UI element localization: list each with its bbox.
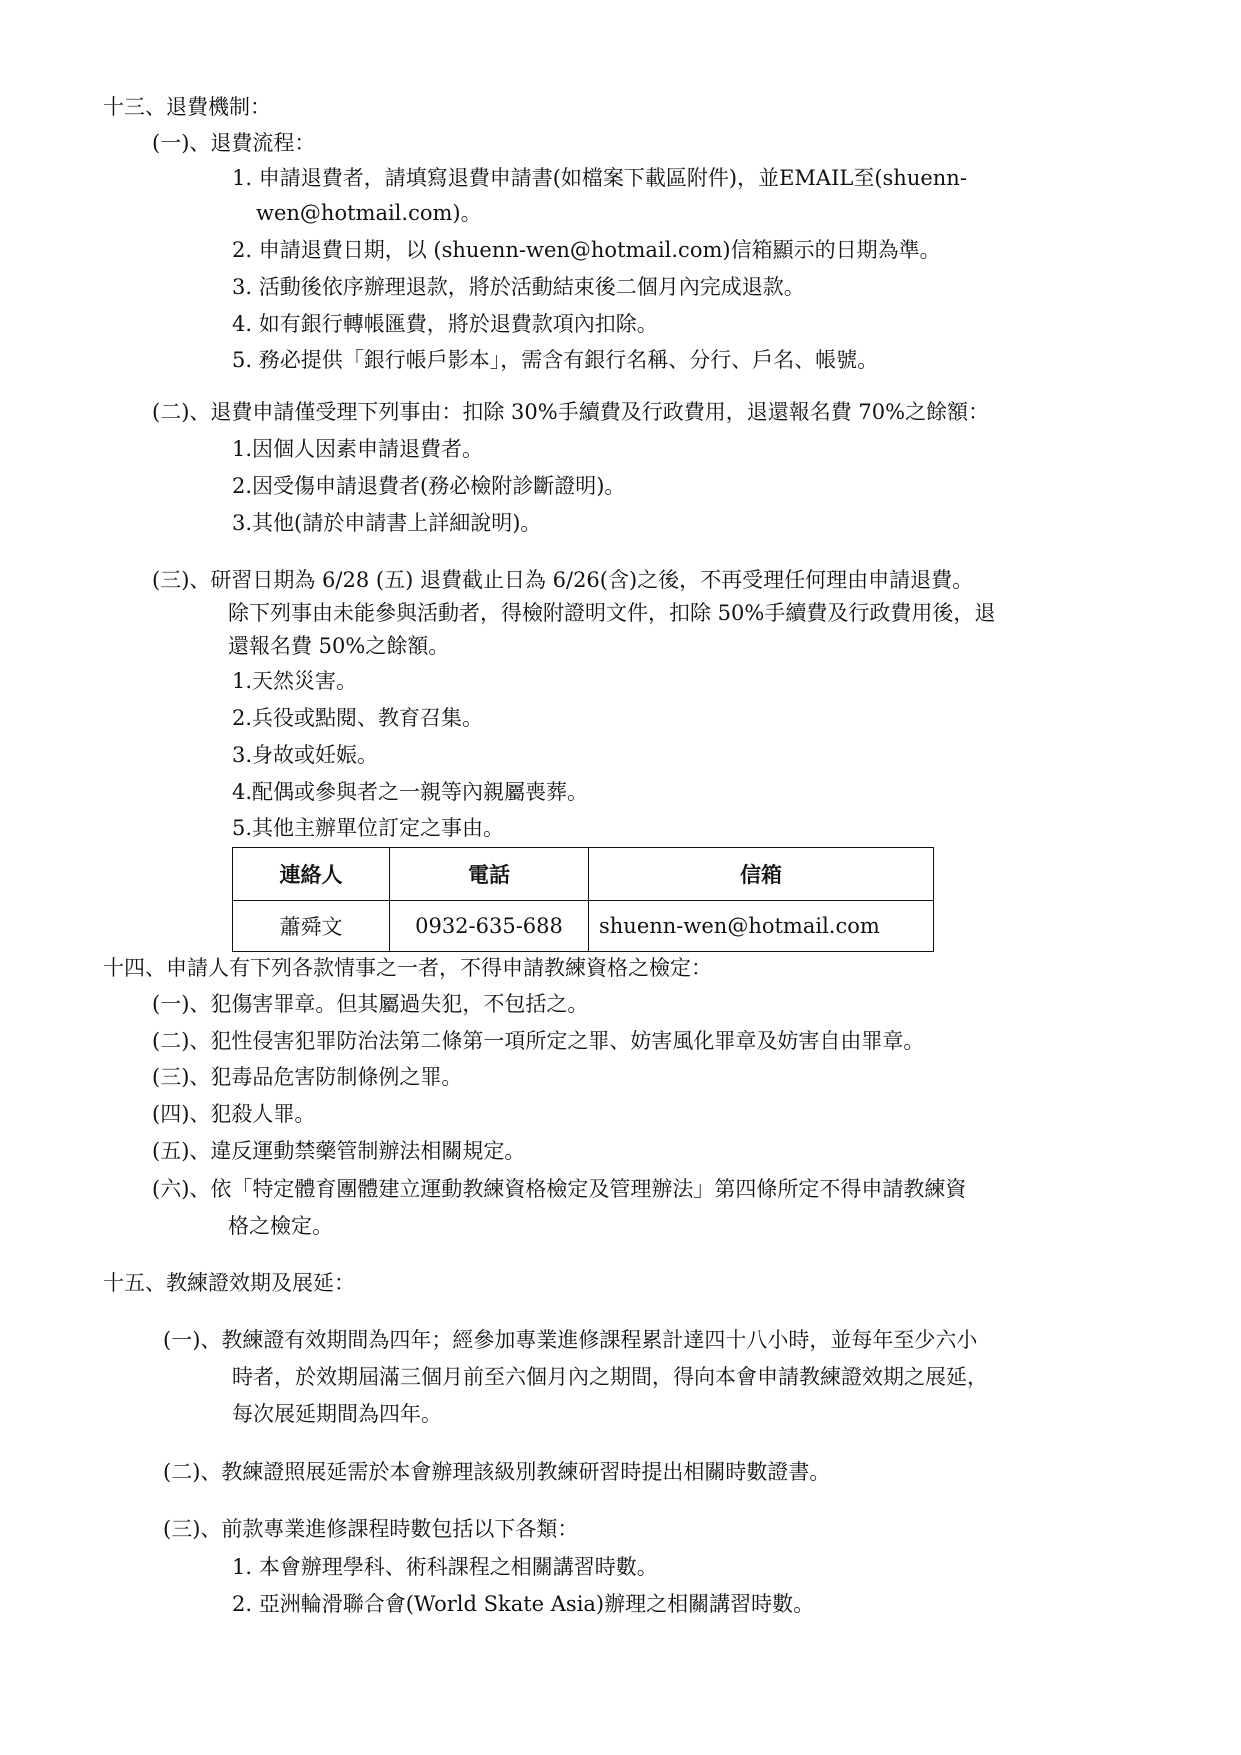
- section-13-sub3-title: (三)、研習日期為 6/28 (五) 退費截止日為 6/26(含)之後，不再受理任何理由申請退費。: [152, 568, 974, 592]
- contact-email: shuenn-wen@hotmail.com: [589, 901, 934, 952]
- disqualification-1: (一)、犯傷害罪章。但其屬過失犯，不包括之。: [152, 992, 589, 1016]
- exception-3: 3.身故或妊娠。: [232, 743, 379, 767]
- contact-header-name: 連絡人: [233, 848, 390, 901]
- training-hours-2: 2. 亞洲輪滑聯合會(World Skate Asia)辦理之相關講習時數。: [232, 1592, 815, 1616]
- refund-step-5: 5. 務必提供「銀行帳戶影本」，需含有銀行名稱、分行、戶名、帳號。: [232, 348, 879, 372]
- exception-1: 1.天然災害。: [232, 669, 358, 693]
- refund-step-3: 3. 活動後依序辦理退款，將於活動結束後二個月內完成退款。: [232, 275, 805, 299]
- contact-table: [232, 847, 934, 952]
- contact-row: [233, 901, 934, 952]
- disqualification-6-cont: 格之檢定。: [228, 1214, 333, 1238]
- section-13-sub2-title: (二)、退費申請僅受理下列事由：扣除 30%手續費及行政費用，退還報名費 70%之餘額：: [152, 400, 990, 424]
- section-13-sub3-cont-1: 除下列事由未能參與活動者，得檢附證明文件，扣除 50%手續費及行政費用後，退: [228, 601, 996, 625]
- disqualification-5: (五)、違反運動禁藥管制辦法相關規定。: [152, 1139, 526, 1163]
- refund-step-4: 4. 如有銀行轉帳匯費，將於退費款項內扣除。: [232, 312, 658, 336]
- section-14-heading: 十四、申請人有下列各款情事之一者，不得申請教練資格之檢定：: [103, 956, 712, 980]
- contact-header-email: 信箱: [589, 848, 934, 901]
- refund-step-1: 1. 申請退費者，請填寫退費申請書(如檔案下載區附件)，並EMAIL至(shuenn-: [232, 166, 967, 190]
- contact-phone: 0932-635-688: [390, 901, 589, 952]
- exception-5: 5.其他主辦單位訂定之事由。: [232, 816, 505, 840]
- refund-reason-3: 3.其他(請於申請書上詳細說明)。: [232, 511, 542, 535]
- refund-step-1-cont: wen@hotmail.com)。: [256, 201, 482, 225]
- refund-reason-2: 2.因受傷申請退費者(務必檢附診斷證明)。: [232, 474, 626, 498]
- section-15-sub1-line-2: 時者，於效期屆滿三個月前至六個月內之期間，得向本會申請教練證效期之展延，: [232, 1365, 988, 1389]
- section-15-sub3-title: (三)、前款專業進修課程時數包括以下各類：: [163, 1517, 579, 1541]
- section-13-sub1-title: (一)、退費流程：: [152, 131, 316, 155]
- disqualification-6: (六)、依「特定體育團體建立運動教練資格檢定及管理辦法」第四條所定不得申請教練資: [152, 1177, 967, 1201]
- disqualification-3: (三)、犯毒品危害防制條例之罪。: [152, 1065, 463, 1089]
- section-15-heading: 十五、教練證效期及展延：: [103, 1271, 355, 1295]
- disqualification-2: (二)、犯性侵害犯罪防治法第二條第一項所定之罪、妨害風化罪章及妨害自由罪章。: [152, 1029, 925, 1053]
- contact-name: 蕭舜文: [233, 901, 390, 952]
- disqualification-4: (四)、犯殺人罪。: [152, 1102, 316, 1126]
- contact-table-header: [233, 848, 934, 901]
- contact-header-phone: 電話: [390, 848, 589, 901]
- section-15-sub2: (二)、教練證照展延需於本會辦理該級別教練研習時提出相關時數證書。: [163, 1460, 831, 1484]
- refund-reason-1: 1.因個人因素申請退費者。: [232, 437, 484, 461]
- exception-4: 4.配偶或參與者之一親等內親屬喪葬。: [232, 780, 589, 804]
- refund-step-2: 2. 申請退費日期，以 (shuenn-wen@hotmail.com)信箱顯示的日期為準。: [232, 238, 941, 262]
- training-hours-1: 1. 本會辦理學科、術科課程之相關講習時數。: [232, 1555, 658, 1579]
- section-13-sub3-cont-2: 還報名費 50%之餘額。: [228, 634, 450, 658]
- section-15-sub1-line-3: 每次展延期間為四年。: [232, 1402, 442, 1426]
- section-15-sub1-line-1: (一)、教練證有效期間為四年；經參加專業進修課程累計達四十八小時，並每年至少六小: [163, 1328, 978, 1352]
- section-13-heading: 十三、退費機制：: [103, 95, 271, 119]
- exception-2: 2.兵役或點閱、教育召集。: [232, 706, 484, 730]
